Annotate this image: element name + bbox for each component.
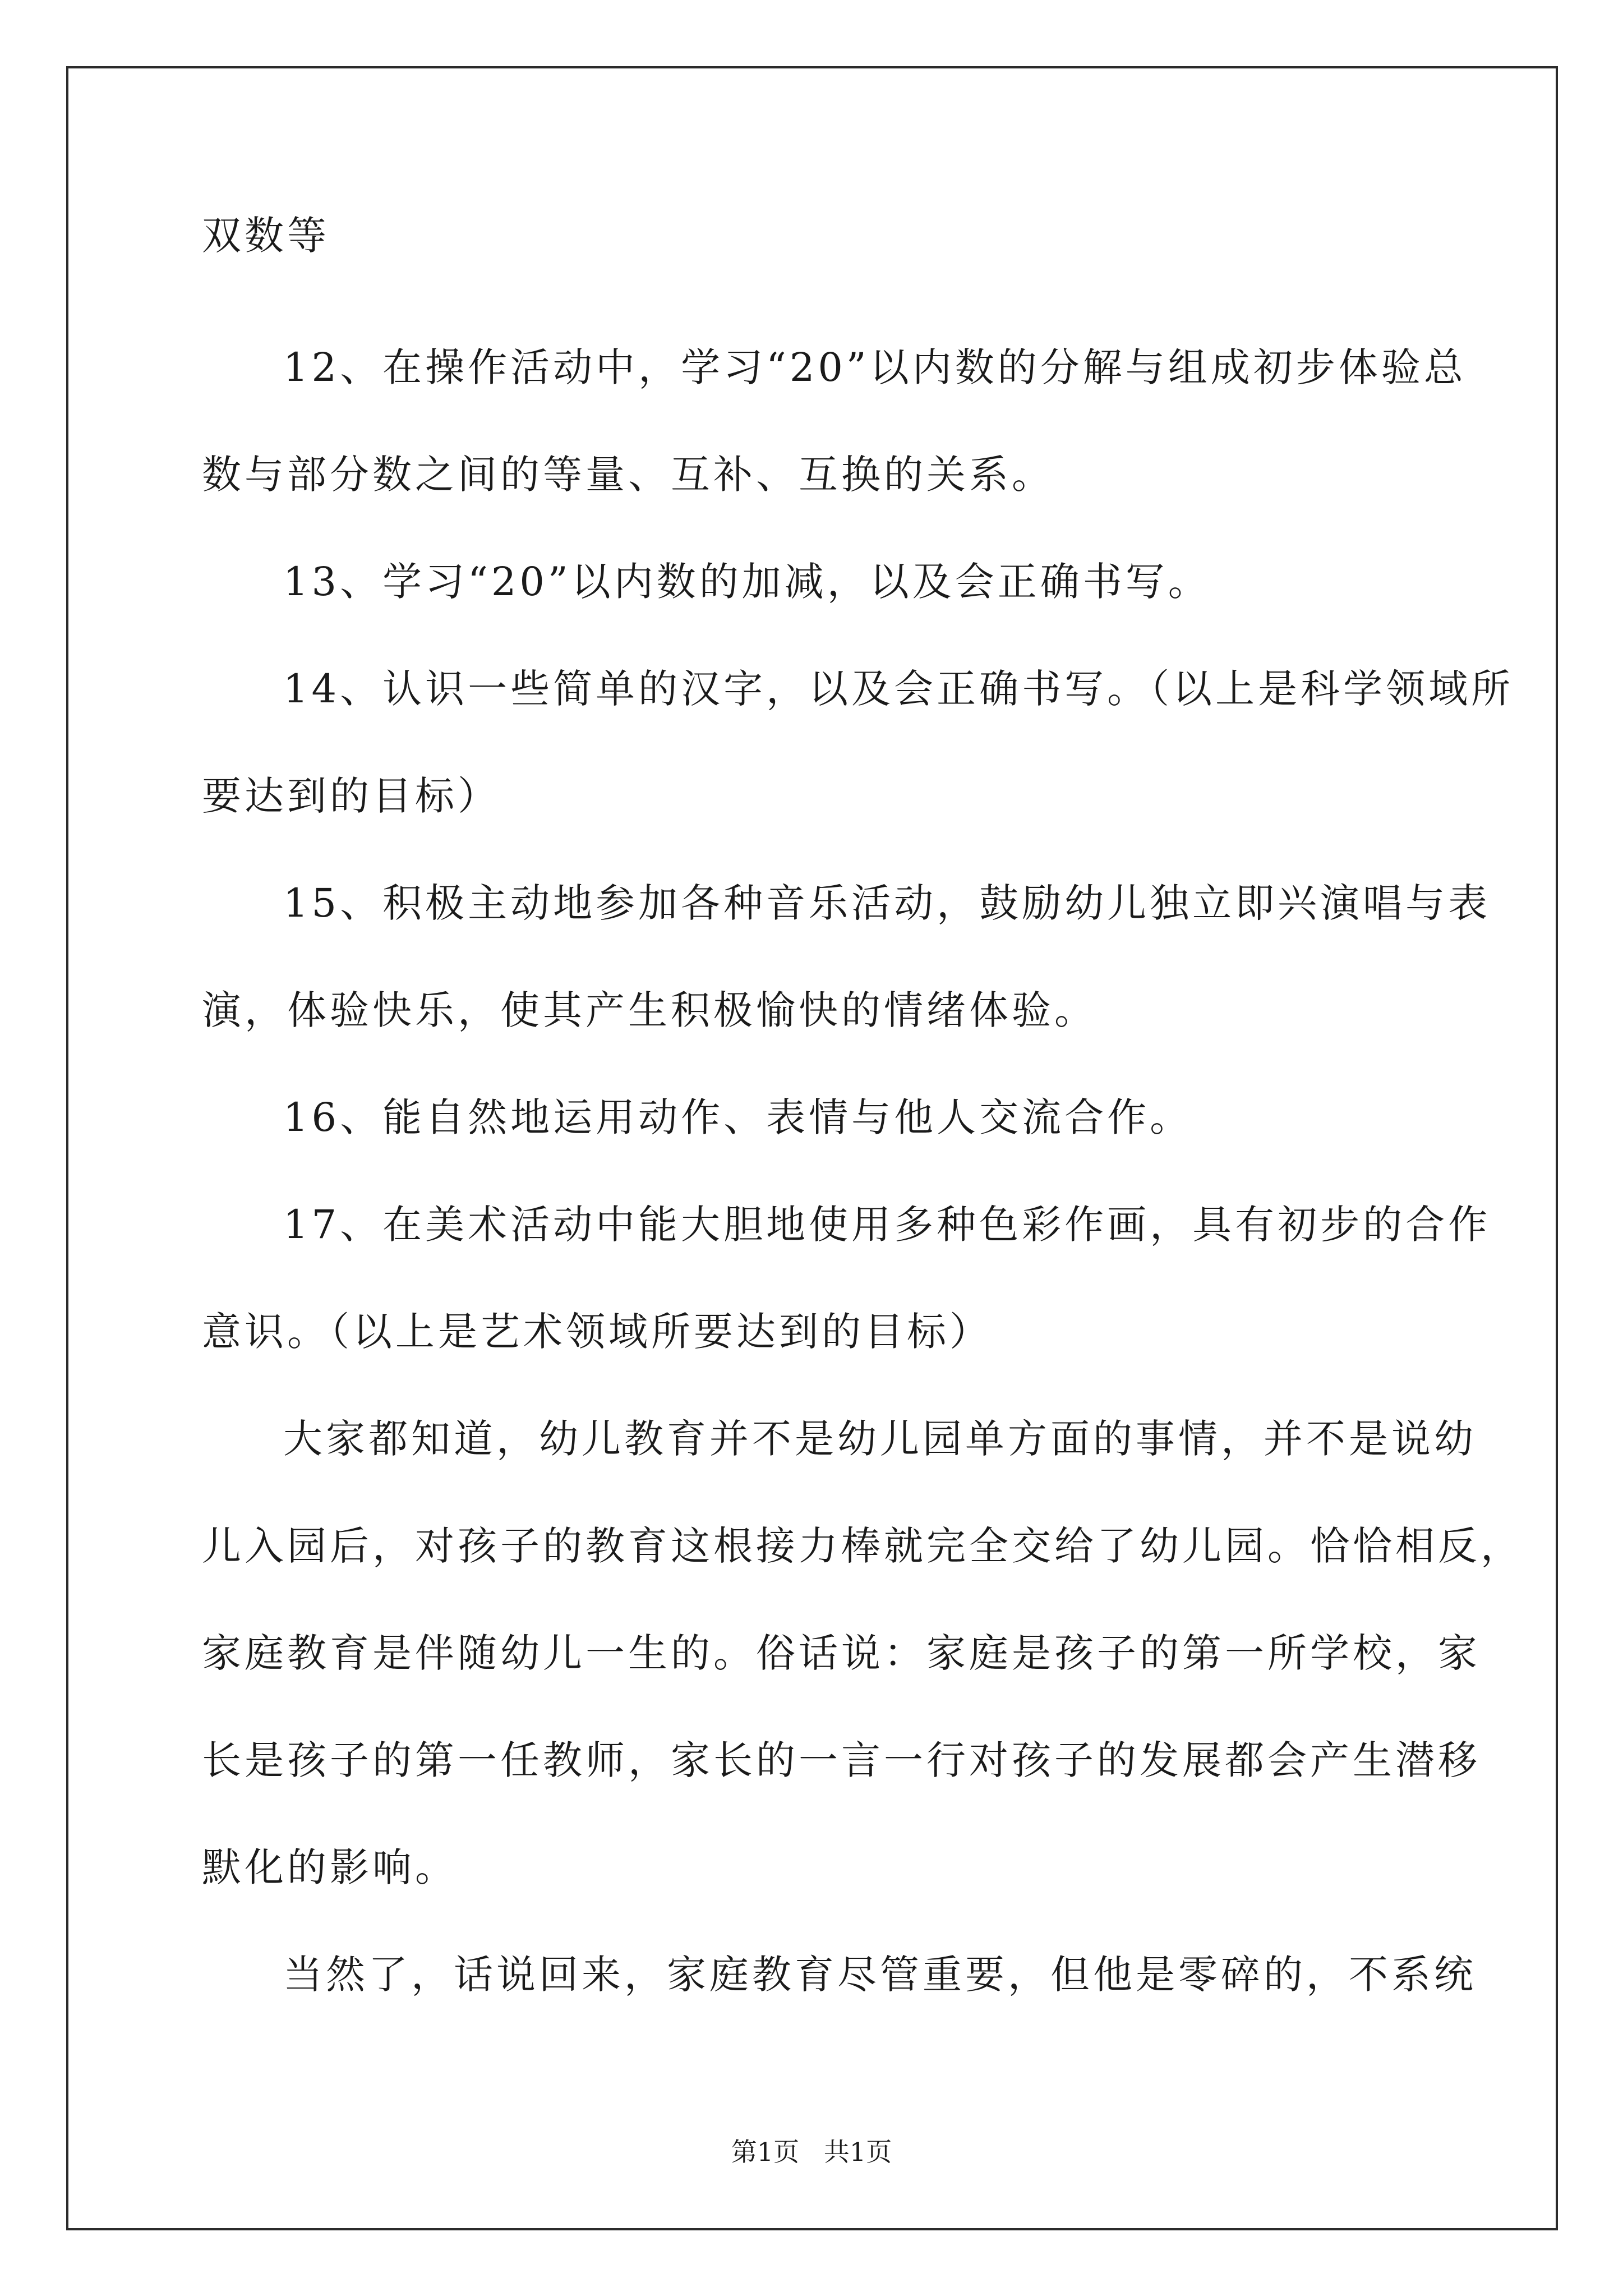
text-line: 要达到的目标）	[202, 773, 500, 819]
text-line: 15、积极主动地参加各种音乐活动，鼓励幼儿独立即兴演唱与表	[283, 880, 1491, 926]
text-line: 家庭教育是伴随幼儿一生的。俗话说：家庭是孩子的第一所学校，家	[202, 1630, 1481, 1676]
text-line: 13、学习“20”以内数的加减，以及会正确书写。	[283, 559, 1211, 605]
text-line: 意识。（以上是艺术领域所要达到的目标）	[202, 1309, 992, 1355]
text-line: 演，体验快乐，使其产生积极愉快的情绪体验。	[202, 987, 1097, 1033]
page-border	[66, 66, 1558, 2230]
page-number-footer: 第1页 共1页	[731, 2137, 892, 2167]
text-line: 儿入园后，对孩子的教育这根接力棒就完全交给了幼儿园。恰恰相反，	[202, 1523, 1523, 1569]
text-line: 双数等	[202, 213, 330, 259]
text-line: 默化的影响。	[202, 1844, 458, 1890]
text-line: 14、认识一些简单的汉字，以及会正确书写。（以上是科学领域所	[283, 666, 1514, 712]
text-line: 大家都知道，幼儿教育并不是幼儿园单方面的事情，并不是说幼	[283, 1416, 1477, 1462]
text-line: 17、在美术活动中能大胆地使用多种色彩作画，具有初步的合作	[283, 1202, 1491, 1248]
text-line: 数与部分数之间的等量、互补、互换的关系。	[202, 452, 1054, 498]
text-line: 长是孩子的第一任教师，家长的一言一行对孩子的发展都会产生潜移	[202, 1737, 1481, 1783]
text-line: 16、能自然地运用动作、表情与他人交流合作。	[283, 1094, 1193, 1140]
text-line: 当然了，话说回来，家庭教育尽管重要，但他是零碎的，不系统	[283, 1952, 1477, 1998]
text-line: 12、在操作活动中，学习“20”以内数的分解与组成初步体验总	[283, 344, 1467, 390]
